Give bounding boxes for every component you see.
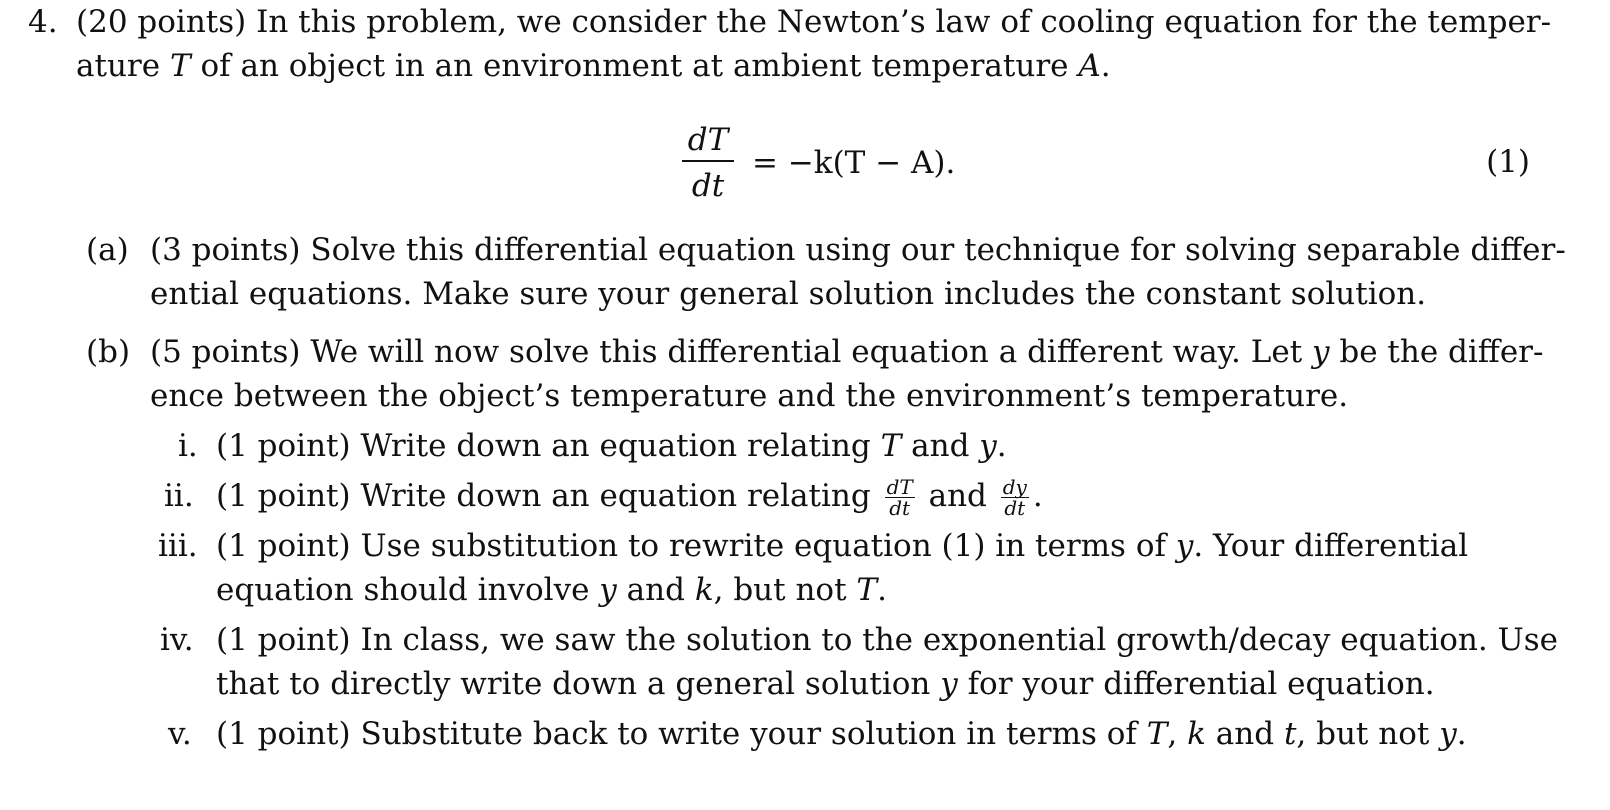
- text-span: (1 point) Substitute back to write your solution in terms of: [216, 716, 1147, 752]
- text-span: (1 point) Write down an equation relating: [216, 478, 881, 514]
- subpart-ii-label: ii.: [164, 478, 194, 514]
- fraction-denominator: dt: [889, 496, 911, 520]
- var-y: y: [1312, 334, 1330, 370]
- text-span: .: [877, 572, 887, 608]
- text-span: ,: [1167, 716, 1188, 752]
- var-k: k: [694, 572, 714, 608]
- equation-label: (1): [1486, 144, 1530, 180]
- subpart-i-text: [216, 424, 1007, 468]
- text-span: . Your differential: [1193, 528, 1469, 564]
- text-span: , but not: [1296, 716, 1440, 752]
- subpart-iii-line2: [216, 568, 887, 612]
- inline-fraction-dy-dt: [1001, 477, 1029, 518]
- subpart-iv-line1: (1 point) In class, we saw the solution to the exponential growth/decay equation. Use: [216, 622, 1558, 658]
- subpart-ii-text: [216, 474, 1043, 518]
- var-T: T: [169, 48, 191, 84]
- part-b-label: (b): [86, 334, 131, 370]
- part-a-label: (a): [86, 232, 129, 268]
- text-span: , but not: [713, 572, 857, 608]
- text-span: (5 points) We will now solve this differential equation a different way. Let: [150, 334, 1313, 370]
- text-span: and: [918, 478, 997, 514]
- text-span: .: [996, 428, 1007, 464]
- text-span: and: [901, 428, 980, 464]
- fraction-numerator: dT: [886, 475, 913, 499]
- var-A: A: [1078, 48, 1101, 84]
- var-T: T: [880, 428, 902, 464]
- text-span: of an object in an environment at ambient temperature: [190, 48, 1079, 84]
- problem-number: 4.: [28, 4, 58, 40]
- fraction-numerator: dy: [1002, 475, 1027, 499]
- var-y: y: [599, 572, 617, 608]
- fraction-bar: [682, 160, 734, 162]
- equation-rhs: = −k(T − A).: [752, 145, 956, 181]
- subpart-v-text: [216, 712, 1467, 756]
- var-t: t: [1283, 716, 1297, 752]
- text-span: and: [616, 572, 695, 608]
- var-k: k: [1187, 716, 1206, 752]
- fraction-numerator: dT: [687, 122, 729, 158]
- text-span: that to directly write down a general solution: [216, 666, 941, 702]
- text-span: be the differ-: [1329, 334, 1544, 370]
- part-a-line2: ential equations. Make sure your general solution includes the constant solution.: [150, 276, 1427, 312]
- text-span: .: [1100, 48, 1111, 84]
- var-y: y: [979, 428, 997, 464]
- text-span: ature: [76, 48, 170, 84]
- text-span: and: [1205, 716, 1284, 752]
- var-y: y: [1175, 528, 1194, 564]
- text-span: for your differential equation.: [957, 666, 1435, 702]
- text-span: (1 point) Write down an equation relating: [216, 428, 881, 464]
- var-T: T: [1146, 716, 1168, 752]
- subpart-iii-label: iii.: [158, 528, 198, 564]
- subpart-iv-label: iv.: [160, 622, 194, 658]
- part-b-line1: [150, 330, 1543, 374]
- subpart-iv-line2: [216, 662, 1435, 706]
- part-b-line2: ence between the object’s temperature and the environment’s temperature.: [150, 378, 1349, 414]
- part-a-line1: (3 points) Solve this differential equation using our technique for solving separable differ-: [150, 232, 1566, 268]
- var-T: T: [856, 572, 878, 608]
- problem-intro-line1: (20 points) In this problem, we consider the Newton’s law of cooling equation for the temper-: [76, 4, 1552, 40]
- text-span: (1 point) Use substitution to rewrite equation (1) in terms of: [216, 528, 1176, 564]
- text-span: equation should involve: [216, 572, 600, 608]
- text-span: .: [1032, 478, 1043, 514]
- subpart-iii-line1: [216, 524, 1468, 568]
- subpart-v-label: v.: [168, 716, 192, 752]
- fraction-denominator: dt: [1004, 496, 1026, 520]
- fraction-denominator: dt: [691, 168, 725, 204]
- subpart-i-label: i.: [178, 428, 198, 464]
- text-span: .: [1456, 716, 1467, 752]
- var-y: y: [1439, 716, 1457, 752]
- var-y: y: [940, 666, 958, 702]
- problem-intro-line2: [76, 44, 1111, 88]
- inline-fraction-dT-dt: [885, 477, 915, 518]
